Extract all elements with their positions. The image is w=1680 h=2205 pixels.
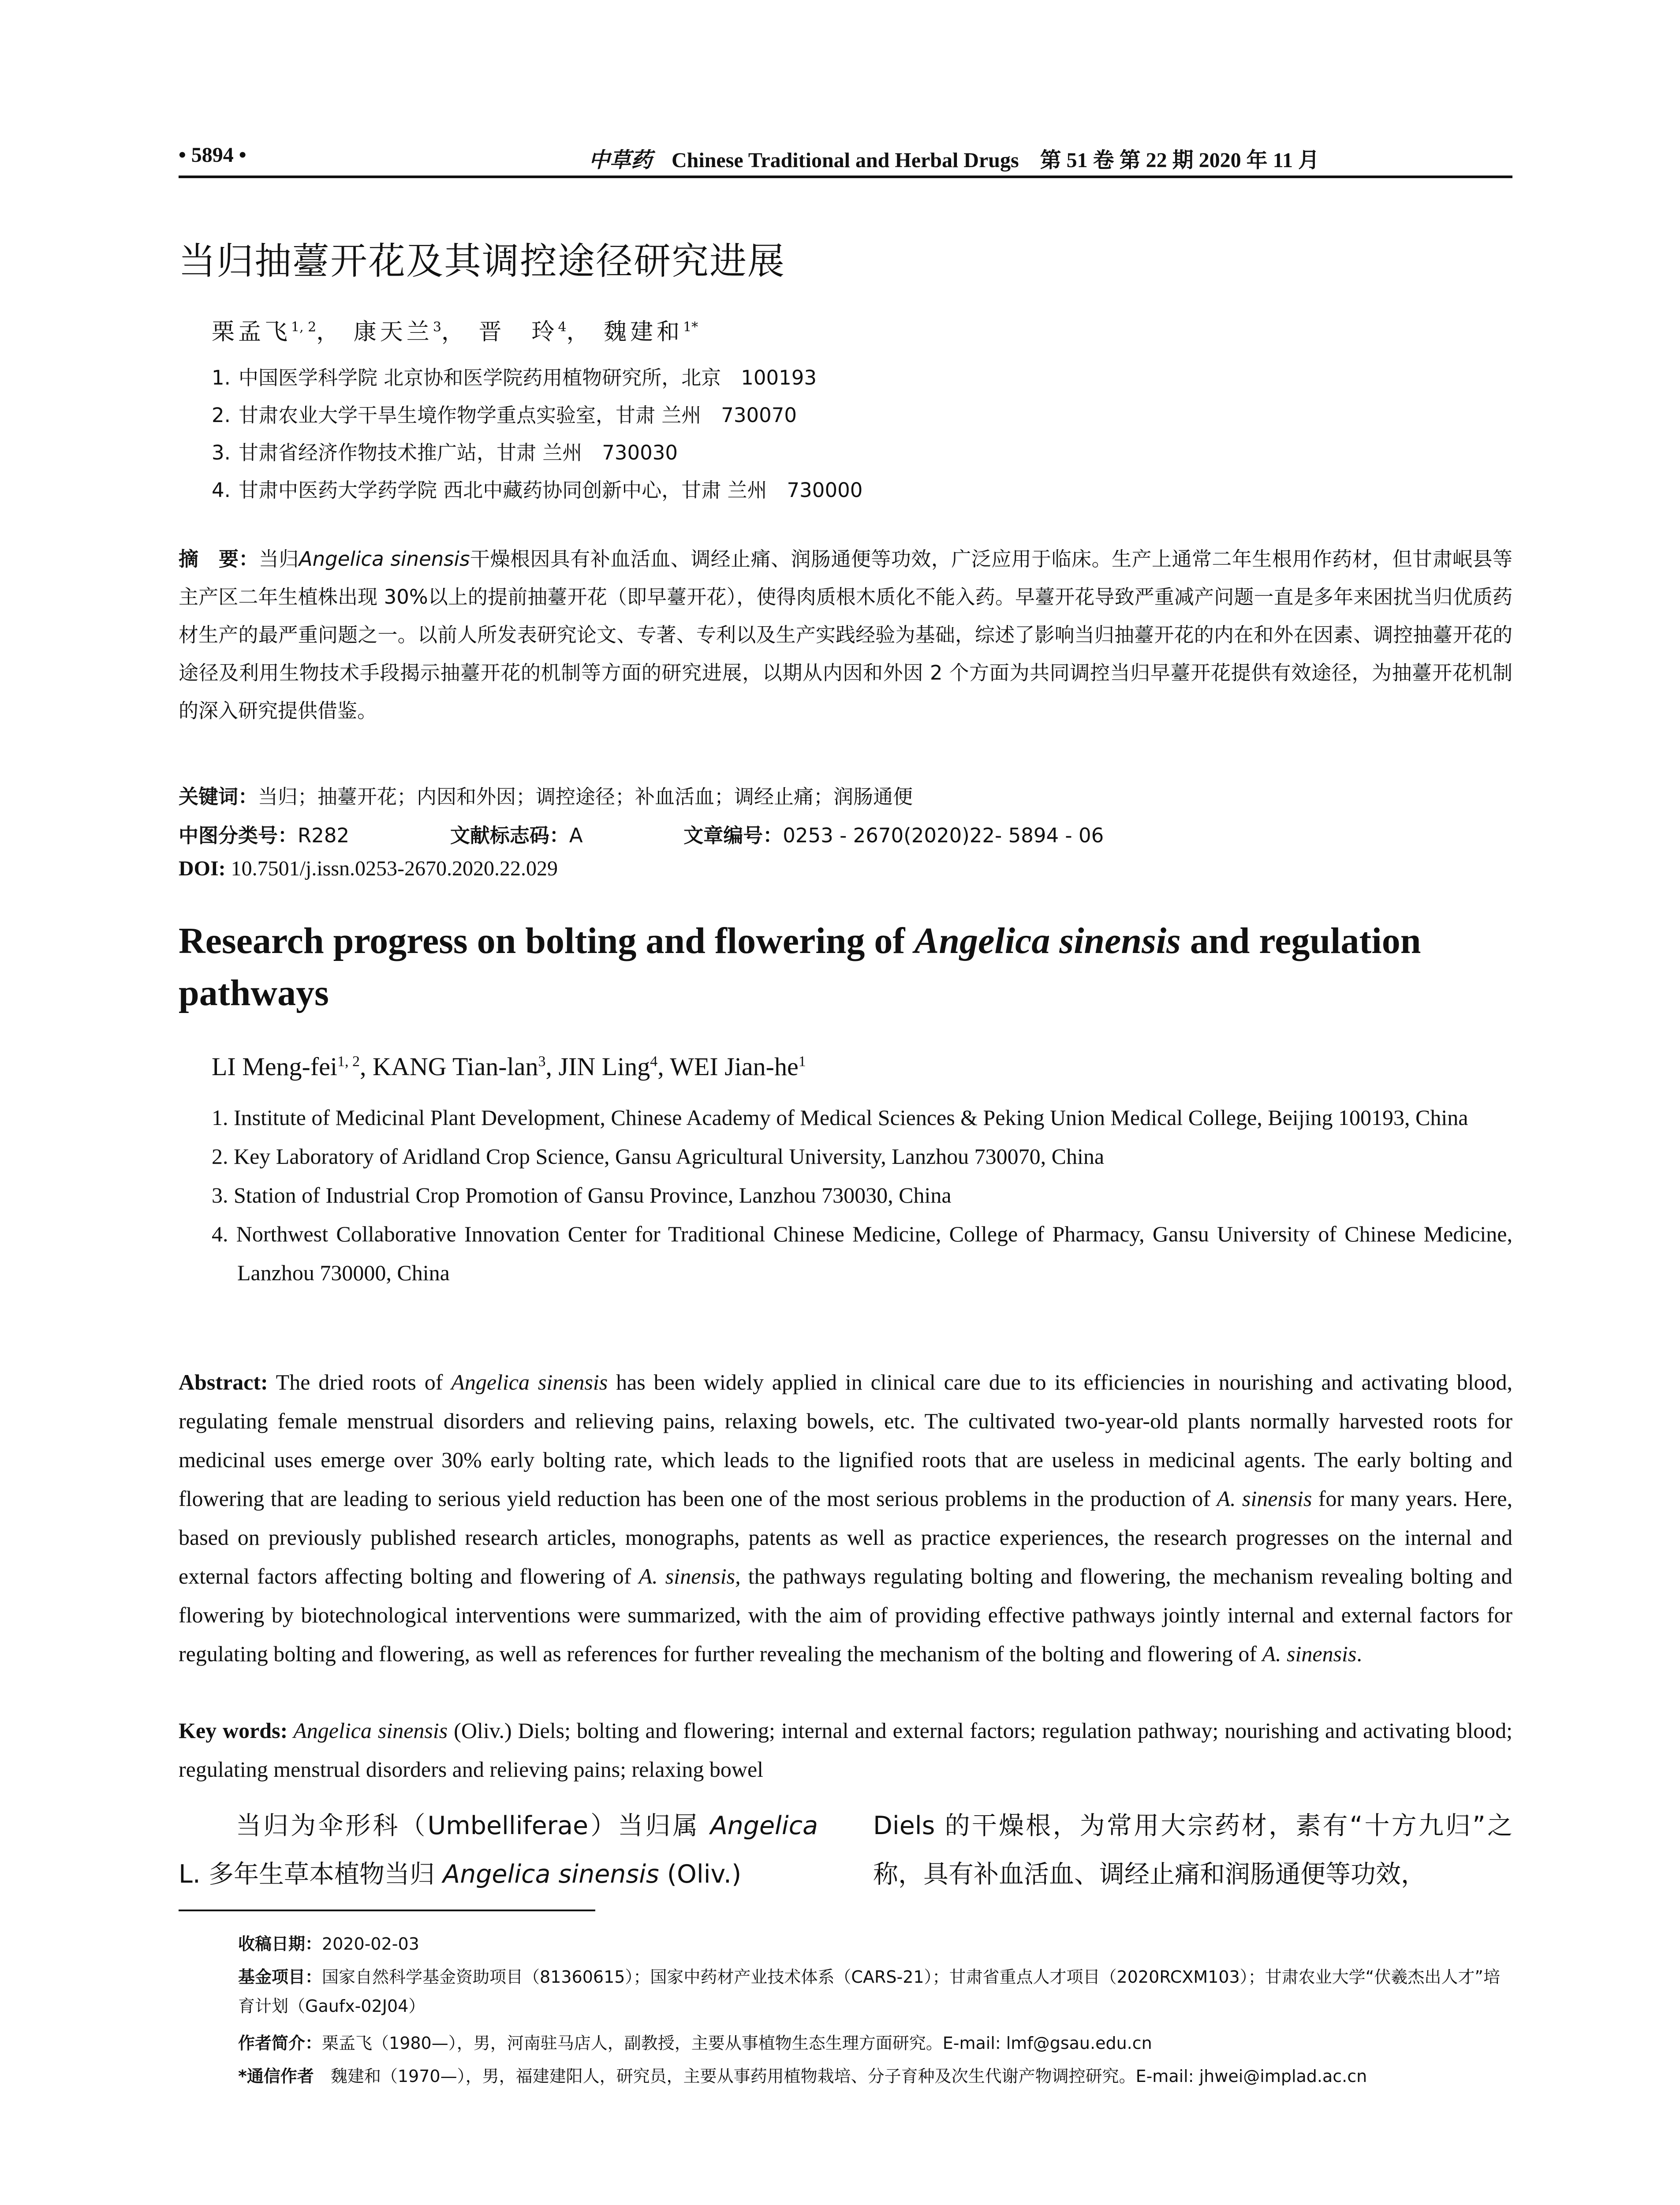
journal-info <box>589 143 1319 173</box>
author-sup: 1, 2 <box>291 319 317 335</box>
chinese-affiliation: 2. 甘肃农业大学干旱生境作物学重点实验室，甘肃 兰州 730070 <box>212 404 797 427</box>
english-affiliation: 2. Key Laboratory of Aridland Crop Science, Gansu Agricultural University, Lanzhou 730070, China <box>212 1144 1105 1169</box>
footnote-rule <box>179 1910 595 1911</box>
author-name: 魏建和 <box>604 319 683 345</box>
footnote-fund: 基金项目：国家自然科学基金资助项目（81360615）；国家中药材产业技术体系（CARS-21）；甘肃省重点人才项目（2020RCXM103）；甘肃农业大学“伏羲杰出人才”培育计划（Gaufx-02J04） <box>238 1967 1501 2016</box>
journal-line: Chinese Traditional and Herbal Drugs 第 51 卷 第 22 期 2020 年 11 月 <box>672 149 1320 172</box>
body-column-right: Diels 的干燥根，为常用大宗药材，素有“十方九归”之称，具有补血活血、调经止痛和润肠通便等功效， <box>873 1811 1512 1889</box>
classification-line: 中图分类号：R282 文献标志码：A 文章编号：0253 - 2670(2020)22- 5894 - 06 <box>179 824 1104 847</box>
author-sup: 1* <box>683 319 698 335</box>
doi-line: DOI: 10.7501/j.issn.0253-2670.2020.22.029 <box>179 857 558 880</box>
running-header <box>179 138 1512 173</box>
author-sup: 4 <box>558 319 567 335</box>
chinese-title: 当归抽薹开花及其调控途径研究进展 <box>179 239 786 283</box>
author-name: 康天兰 <box>353 319 433 345</box>
chinese-keywords: 关键词：当归；抽薹开花；内因和外因；调控途径；补血活血；调经止痛；润肠通便 <box>179 785 913 808</box>
chinese-affiliation: 4. 甘肃中医药大学药学院 西北中藏药协同创新中心，甘肃 兰州 730000 <box>212 478 863 502</box>
chinese-authors: 栗孟飞$^{1, 2}$， 康天兰$^3$， 晋 玲$^4$， 魏建和$^{1*}$ <box>212 319 698 345</box>
footnote-corresponding: *通信作者 魏建和（1970—），男，福建建阳人，研究员，主要从事药用植物栽培、分子育种及次生代谢产物调控研究。E-mail: jhwei@implad.ac.cn <box>238 2067 1367 2086</box>
english-keywords: Key words: Angelica sinensis (Oliv.) Diels; bolting and flowering; internal and external factors; regulation pathway; nourishing and activating blood; regulating menstrual disorders and relieving pains; relaxing bowel <box>179 1718 1513 1782</box>
author-name: 栗孟飞 <box>212 319 291 345</box>
chinese-abstract: 摘 要：当归Angelica sinensis干燥根因具有补血活血、调经止痛、润肠通便等功效，广泛应用于临床。生产上通常二年生根用作药材，但甘肃岷县等主产区二年生植株出现 30%以上的提前抽薹开花（即早薹开花），使得肉质根木质化不能入药。早薹开花导致严重减产问题一直是多年来困扰当归优质药材生产的最严重问题之一。以前人所发表研究论文、专著、专利以及生产实践经验为基础，综述了影响当归抽薹开花的内在和外在因素、调控抽薹开花的途径及利用生物技术手段揭示抽薹开花的机制等方面的研究进展，以期从内因和外因 2 个方面为共同调控当归早薹开花提供有效途径，为抽薹开花机制的深入研究提供借鉴。 <box>179 547 1512 722</box>
english-affiliation: 4. Northwest Collaborative Innovation Center for Traditional Chinese Medicine, College of Pharmacy, Gansu University of Chinese Medicine, Lanzhou 730000, China <box>212 1222 1512 1285</box>
english-affiliation: 3. Station of Industrial Crop Promotion of Gansu Province, Lanzhou 730030, China <box>212 1183 952 1207</box>
footnote-author: 作者简介：栗孟飞（1980—），男，河南驻马店人，副教授，主要从事植物生态生理方面研究。E-mail: lmf@gsau.edu.cn <box>238 2033 1152 2053</box>
english-affiliations <box>212 1098 1512 1292</box>
author-name: 晋 玲 <box>478 319 558 345</box>
author-sup: 3 <box>433 319 441 335</box>
footnote-received: 收稿日期：2020-02-03 <box>238 1934 419 1954</box>
page-number: • 5894 • <box>179 143 246 167</box>
english-affiliation: 1. Institute of Medicinal Plant Development, Chinese Academy of Medical Sciences & Peking Union Medical College, Beijing 100193, China <box>212 1105 1468 1130</box>
chinese-affiliation: 1. 中国医学科学院 北京协和医学院药用植物研究所，北京 100193 <box>212 366 817 389</box>
english-authors: LI Meng-fei$^{1, 2}$, KANG Tian-lan$^3$, JIN Ling$^4$, WEI Jian-$he^1$ <box>212 1052 806 1081</box>
abstract-label: 摘 要： <box>179 547 259 571</box>
journal-logo: 中草药 <box>589 148 653 172</box>
english-abstract: Abstract: The dried roots of Angelica sinensis has been widely applied in clinical care due to its efficiencies in nourishing and activating blood, regulating female menstrual disorders and relieving pains, relaxing bowels, etc. The cultivated two-year-old plants normally harvested roots for medicinal uses emerge over 30% early bolting rate, which leads to the lignified roots that are useless in medicinal agents. The early bolting and flowering that are leading to serious yield reduction has been one of the most serious problems in the production of A. sinensis for many years. Here, based on previously published research articles, monographs, patents as well as practice experiences, the research progresses on the internal and external factors affecting bolting and flowering of A. sinensis, the pathways regulating bolting and flowering, the mechanism revealing bolting and flowering by biotechnological interventions were summarized, with the aim of providing effective pathways jointly internal and external factors for regulating bolting and flowering, as well as references for further revealing the mechanism of the bolting and flowering of A. sinensis. <box>179 1370 1512 1666</box>
header-rule <box>179 176 1512 178</box>
body-column-left: 当归为伞形科（Umbelliferae）当归属 Angelica L. 多年生草本植物当归 Angelica sinensis (Oliv.) <box>179 1811 818 1889</box>
chinese-affiliation: 3. 甘肃省经济作物技术推广站，甘肃 兰州 730030 <box>212 441 678 464</box>
english-title: Research progress on bolting and flowering of Angelica sinensis and regulation pathways <box>179 920 1421 1013</box>
